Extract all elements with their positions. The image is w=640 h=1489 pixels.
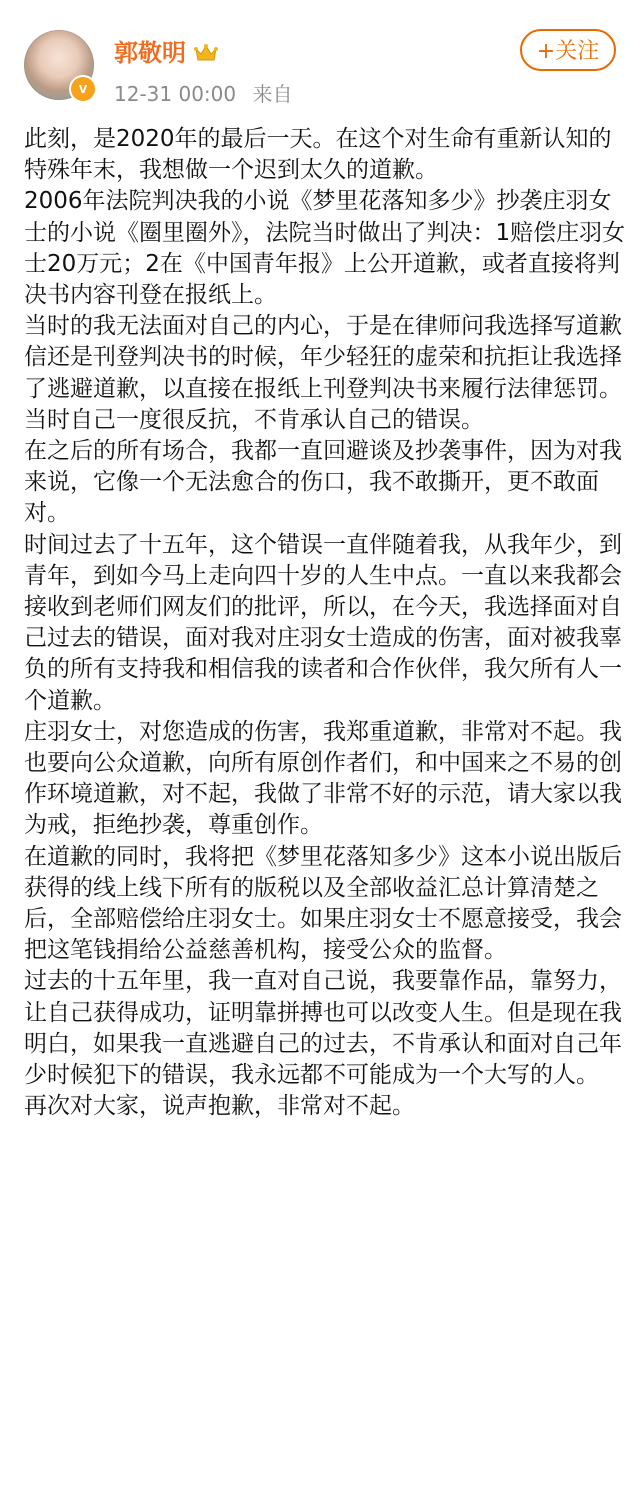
post-timestamp: 12-31 00:00 [114, 82, 237, 106]
post-content [24, 124, 630, 1123]
post-paragraph: 此刻，是2020年的最后一天。在这个对生命有重新认知的特殊年末，我想做一个迟到太久的道歉。 [24, 126, 612, 184]
author-name[interactable] [114, 33, 218, 68]
post-source: 来自 [252, 82, 293, 106]
post-paragraph: 在之后的所有场合，我都一直回避谈及抄袭事件，因为对我来说，它像一个无法愈合的伤口，我不敢撕开，更不敢面对。 [24, 438, 622, 527]
post-paragraph: 当时的我无法面对自己的内心，于是在律师问我选择写道歉信还是刊登判决书的时候，年少轻狂的虚荣和抗拒让我选择了逃避道歉，以直接在报纸上刊登判决书来履行法律惩罚。当时自己一度很反抗，不肯承认自己的错误。 [24, 313, 622, 433]
post-header [0, 0, 640, 118]
post-meta [114, 78, 302, 107]
post-paragraph: 再次对大家，说声抱歉，非常对不起。 [24, 1093, 415, 1120]
avatar[interactable] [24, 30, 94, 100]
verified-icon: v [69, 75, 97, 103]
post-paragraph: 过去的十五年里，我一直对自己说，我要靠作品，靠努力，让自己获得成功，证明靠拼搏也可以改变人生。但是现在我明白，如果我一直逃避自己的过去，不肯承认和面对自己年少时候犯下的错误，我永远都不可能成为一个大写的人。 [24, 968, 622, 1089]
post-paragraph: 在道歉的同时，我将把《梦里花落知多少》这本小说出版后获得的线上线下所有的版税以及全部收益汇总计算清楚之后，全部赔偿给庄羽女士。如果庄羽女士不愿意接受，我会把这笔钱捐给公益慈善机构，接受公众的监督。 [24, 843, 622, 964]
post-paragraph: 时间过去了十五年，这个错误一直伴随着我，从我年少，到青年，到如今马上走向四十岁的人生中点。一直以来我都会接收到老师们网友们的批评，所以，在今天，我选择面对自己过去的错误，面对我对庄羽女士造成的伤害，面对被我辜负的所有支持我和相信我的读者和合作伙伴，我欠所有人一个道歉。 [24, 531, 622, 714]
post-paragraph: 2006年法院判决我的小说《梦里花落知多少》抄袭庄羽女士的小说《圈里圈外》，法院当时做出了判决：1赔偿庄羽女士20万元；2在《中国青年报》上公开道歉，或者直接将判决书内容刊登在报纸上。 [24, 188, 626, 309]
post-paragraph: 庄羽女士，对您造成的伤害，我郑重道歉，非常对不起。我也要向公众道歉，向所有原创作者们，和中国来之不易的创作环境道歉，对不起，我做了非常不好的示范，请大家以我为戒，拒绝抄袭，尊重创作。 [24, 718, 622, 839]
crown-icon [194, 41, 218, 61]
follow-button[interactable]: +关注 [520, 29, 616, 71]
author-name-text[interactable]: 郭敬明 [114, 39, 186, 67]
